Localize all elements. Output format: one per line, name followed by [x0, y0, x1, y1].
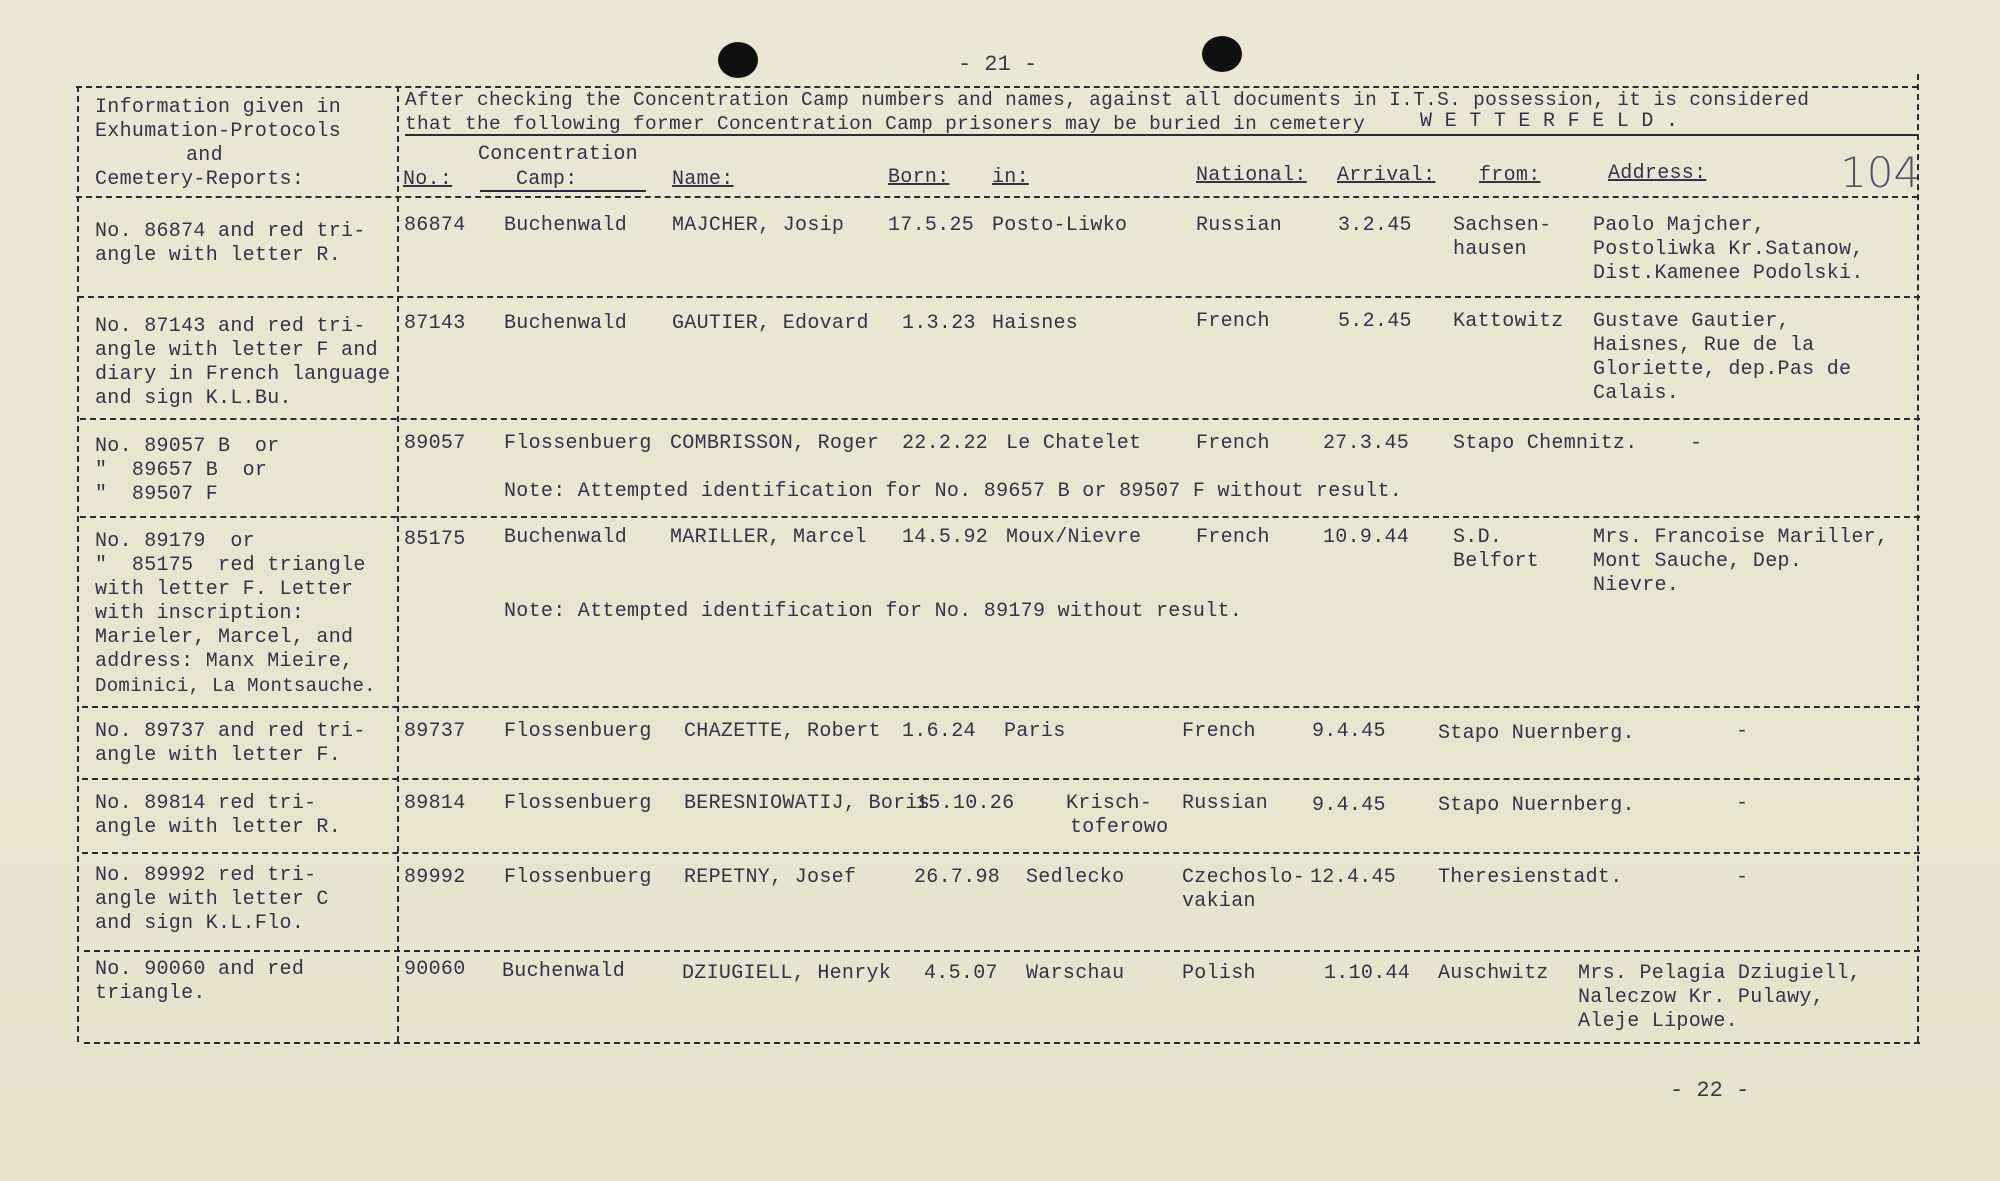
- row-info-line: angle with letter F.: [95, 744, 342, 767]
- row-info-line: Dominici, La Montsauche.: [95, 675, 376, 697]
- row-born: 1.3.23: [902, 312, 976, 335]
- table-right-border: [1917, 74, 1919, 1042]
- row-camp: Flossenbuerg: [504, 432, 652, 455]
- row-no: 87143: [404, 312, 466, 335]
- row-address: Paolo Majcher,: [1593, 214, 1766, 237]
- row-from: hausen: [1453, 238, 1527, 261]
- row-from: Theresienstadt.: [1438, 866, 1623, 889]
- col-header-name: Name:: [672, 168, 734, 191]
- row-arrival: 3.2.45: [1338, 214, 1412, 237]
- col-header-camp-1: Concentration: [478, 143, 638, 166]
- punch-hole-left: [718, 42, 758, 78]
- row-address: Mont Sauche, Dep.: [1593, 550, 1803, 573]
- row-birthplace: Moux/Nievre: [1006, 526, 1142, 549]
- row-arrival: 27.3.45: [1323, 432, 1410, 455]
- row-info-line: No. 86874 and red tri-: [95, 220, 366, 243]
- row-address: Haisnes, Rue de la: [1593, 334, 1815, 357]
- row-from: S.D.: [1453, 526, 1503, 549]
- col-header-camp-underline: [480, 190, 646, 192]
- row-birthplace: Krisch-: [1066, 792, 1153, 815]
- row-name: MAJCHER, Josip: [672, 214, 845, 237]
- row-info-line: diary in French language: [95, 363, 391, 386]
- row-camp: Buchenwald: [502, 960, 626, 983]
- row-info-line: and sign K.L.Bu.: [95, 387, 292, 410]
- row-birthplace: Warschau: [1026, 962, 1125, 985]
- row-national: Russian: [1196, 214, 1283, 237]
- row-no: 85175: [404, 528, 466, 551]
- row-address: -: [1690, 432, 1703, 455]
- row-born: 15.10.26: [916, 792, 1015, 815]
- row-camp: Buchenwald: [504, 214, 628, 237]
- row-arrival: 1.10.44: [1324, 962, 1411, 985]
- row-birthplace: Paris: [1004, 720, 1066, 743]
- row-divider-1: [78, 296, 1920, 298]
- row-from: Stapo Chemnitz.: [1453, 432, 1638, 455]
- row-address: Mrs. Pelagia Dziugiell,: [1578, 962, 1861, 985]
- page-number-bottom: - 22 -: [1670, 1078, 1750, 1103]
- header-info-title-1: Information given in: [95, 96, 342, 119]
- row-born: 14.5.92: [902, 526, 989, 549]
- intro-underline: [405, 134, 1918, 136]
- row-national: French: [1196, 526, 1270, 549]
- col-header-from: from:: [1479, 164, 1541, 187]
- row-no: 89737: [404, 720, 466, 743]
- col-header-national: National:: [1196, 164, 1307, 187]
- col-header-born: Born:: [888, 166, 950, 189]
- header-info-title-2: Exhumation-Protocols: [95, 120, 342, 143]
- row-info-line: No. 87143 and red tri-: [95, 315, 366, 338]
- row-born: 1.6.24: [902, 720, 976, 743]
- row-info-line: " 85175 red triangle: [95, 554, 366, 577]
- row-name: REPETNY, Josef: [684, 866, 857, 889]
- row-camp: Flossenbuerg: [504, 866, 652, 889]
- row-address: -: [1736, 720, 1749, 743]
- row-born: 22.2.22: [902, 432, 989, 455]
- row-info-line: triangle.: [95, 982, 206, 1005]
- row-name: GAUTIER, Edovard: [672, 312, 869, 335]
- page-number-top: - 21 -: [958, 52, 1038, 77]
- col-header-camp-2: Camp:: [516, 168, 578, 191]
- col-header-address: Address:: [1608, 162, 1707, 185]
- row-info-line: with letter F. Letter: [95, 578, 354, 601]
- row-national: French: [1196, 432, 1270, 455]
- row-address: -: [1736, 792, 1749, 815]
- row-national: vakian: [1182, 890, 1256, 913]
- col-header-in: in:: [992, 166, 1029, 189]
- row-address: -: [1736, 866, 1749, 889]
- row-name: COMBRISSON, Roger: [670, 432, 880, 455]
- row-no: 89992: [404, 866, 466, 889]
- row-info-line: No. 89057 B or: [95, 435, 280, 458]
- row-info-line: angle with letter F and: [95, 339, 378, 362]
- row-national: French: [1196, 310, 1270, 333]
- header-cemetery-name: W E T T E R F E L D .: [1420, 110, 1679, 133]
- row-arrival: 10.9.44: [1323, 526, 1410, 549]
- row-address: Naleczow Kr. Pulawy,: [1578, 986, 1825, 1009]
- row-address: Aleje Lipowe.: [1578, 1010, 1738, 1033]
- row-address: Gustave Gautier,: [1593, 310, 1790, 333]
- row-info-line: angle with letter R.: [95, 816, 342, 839]
- row-note: Note: Attempted identification for No. 89657 B or 89507 F without result.: [504, 480, 1403, 503]
- row-divider-2: [80, 418, 1920, 420]
- row-address: Dist.Kamenee Podolski.: [1593, 262, 1864, 285]
- row-address: Mrs. Francoise Mariller,: [1593, 526, 1889, 549]
- column-divider: [397, 86, 399, 1042]
- row-divider-4: [82, 706, 1920, 708]
- row-from: Belfort: [1453, 550, 1540, 573]
- row-address: Gloriette, dep.Pas de: [1593, 358, 1852, 381]
- row-info-line: " 89507 F: [95, 483, 219, 506]
- row-divider-3: [80, 516, 1920, 518]
- row-name: BERESNIOWATIJ, Boris: [684, 792, 931, 815]
- header-bottom-border: [76, 196, 1918, 198]
- table-bottom-border: [84, 1042, 1920, 1044]
- header-info-title-3: and: [186, 144, 223, 167]
- row-no: 89814: [404, 792, 466, 815]
- header-intro-line-1: After checking the Concentration Camp numbers and names, against all documents in I.T.S. possession, it is considered: [405, 89, 1810, 111]
- row-info-line: No. 89737 and red tri-: [95, 720, 366, 743]
- row-no: 89057: [404, 432, 466, 455]
- row-divider-7: [84, 950, 1920, 952]
- row-camp: Buchenwald: [504, 526, 628, 549]
- row-national: French: [1182, 720, 1256, 743]
- row-born: 26.7.98: [914, 866, 1001, 889]
- row-info-line: angle with letter C: [95, 888, 329, 911]
- row-camp: Flossenbuerg: [504, 720, 652, 743]
- row-camp: Buchenwald: [504, 312, 628, 335]
- row-info-line: No. 90060 and red: [95, 958, 305, 981]
- row-born: 4.5.07: [924, 962, 998, 985]
- col-header-no: No.:: [403, 168, 453, 191]
- row-national: Czechoslo-: [1182, 866, 1306, 889]
- row-info-line: angle with letter R.: [95, 244, 342, 267]
- row-name: DZIUGIELL, Henryk: [682, 962, 892, 985]
- row-info-line: " 89657 B or: [95, 459, 268, 482]
- row-from: Kattowitz: [1453, 310, 1564, 333]
- row-info-line: No. 89992 red tri-: [95, 864, 317, 887]
- header-info-title-4: Cemetery-Reports:: [95, 168, 305, 191]
- row-arrival: 9.4.45: [1312, 794, 1386, 817]
- row-divider-5: [82, 778, 1920, 780]
- row-info-line: No. 89179 or: [95, 530, 255, 553]
- row-divider-6: [82, 852, 1920, 854]
- row-birthplace: Sedlecko: [1026, 866, 1125, 889]
- row-national: Polish: [1182, 962, 1256, 985]
- row-info-line: No. 89814 red tri-: [95, 792, 317, 815]
- row-address: Nievre.: [1593, 574, 1680, 597]
- row-birthplace: Le Chatelet: [1006, 432, 1142, 455]
- row-address: Postoliwka Kr.Satanow,: [1593, 238, 1864, 261]
- stamp-number: 104: [1840, 148, 1921, 197]
- row-address: Calais.: [1593, 382, 1680, 405]
- row-birthplace: toferowo: [1070, 816, 1169, 839]
- row-info-line: Marieler, Marcel, and: [95, 626, 354, 649]
- row-national: Russian: [1182, 792, 1269, 815]
- row-camp: Flossenbuerg: [504, 792, 652, 815]
- row-info-line: with inscription:: [95, 602, 305, 625]
- row-no: 90060: [404, 958, 466, 981]
- row-birthplace: Posto-Liwko: [992, 214, 1128, 237]
- punch-hole-right: [1202, 36, 1242, 72]
- row-no: 86874: [404, 214, 466, 237]
- row-from: Auschwitz: [1438, 962, 1549, 985]
- header-intro-line-2: that the following former Concentration Camp prisoners may be buried in cemetery: [405, 113, 1366, 135]
- row-info-line: address: Manx Mieire,: [95, 650, 354, 673]
- row-birthplace: Haisnes: [992, 312, 1079, 335]
- row-arrival: 5.2.45: [1338, 310, 1412, 333]
- col-header-arrival: Arrival:: [1337, 164, 1436, 187]
- row-arrival: 9.4.45: [1312, 720, 1386, 743]
- row-from: Stapo Nuernberg.: [1438, 794, 1635, 817]
- row-arrival: 12.4.45: [1310, 866, 1397, 889]
- row-note: Note: Attempted identification for No. 89179 without result.: [504, 600, 1243, 623]
- row-info-line: and sign K.L.Flo.: [95, 912, 305, 935]
- row-born: 17.5.25: [888, 214, 975, 237]
- row-from: Sachsen-: [1453, 214, 1552, 237]
- row-name: CHAZETTE, Robert: [684, 720, 881, 743]
- row-name: MARILLER, Marcel: [670, 526, 867, 549]
- row-from: Stapo Nuernberg.: [1438, 722, 1635, 745]
- table-left-border: [77, 86, 79, 1042]
